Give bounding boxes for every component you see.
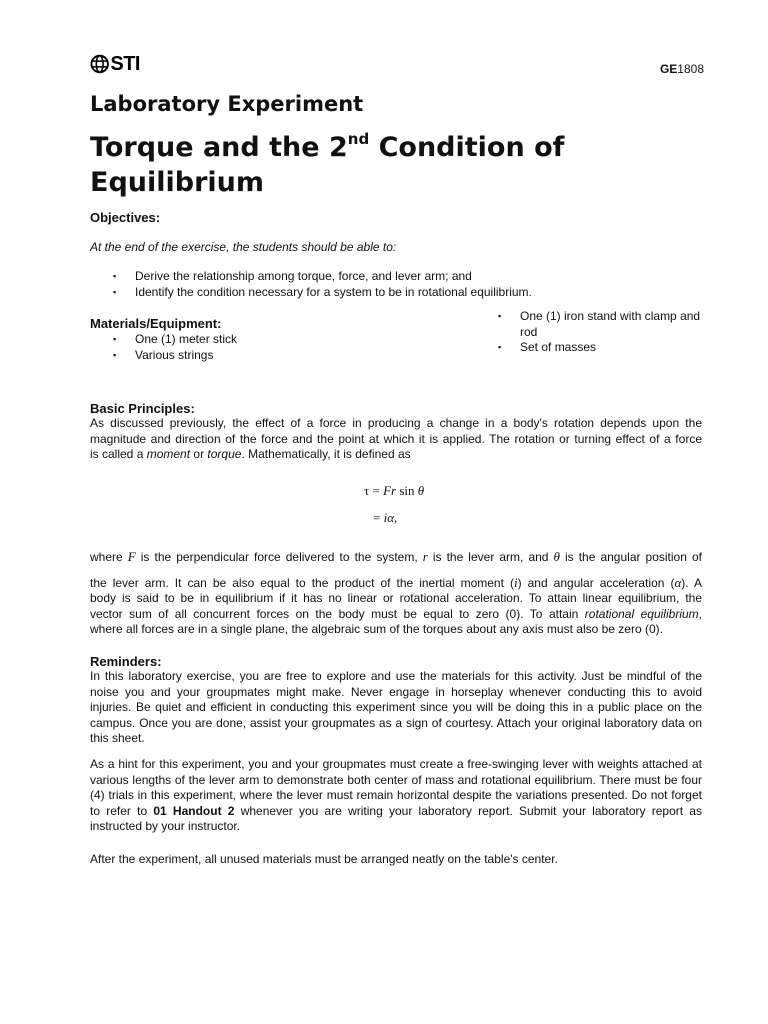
- logo-text: STI: [110, 52, 140, 75]
- reminders-paragraph: As a hint for this experiment, you and your groupmates must create a free-swinging lever with weights attached at various lengths of the lever arm to demonstrate both center of mass and rotational equilibrium. There must be four (4) trials in this experiment, where the lever must remain horizontal despite the variations presented. Do not forget to refer to 01 Handout 2 whenever you are writing your laboratory report. Submit your laboratory report as instructed by your instructor.: [90, 757, 702, 833]
- objective-item: ▪ Derive the relationship among torque, force, and lever arm; and: [113, 269, 713, 285]
- torque-equation: τ = Fr sin θ: [364, 483, 425, 498]
- material-item: ▪ One (1) iron stand with clamp and rod: [498, 309, 708, 340]
- torque-equation-alt: = iα,: [373, 510, 398, 525]
- material-item: ▪ Set of masses: [498, 340, 708, 356]
- reminders-paragraph: In this laboratory exercise, you are free to explore and use the materials for this activity. Just be mindful of the noise you and your groupmates might make. Never engage in horseplay whenever conducting this to avoid injuries. Be quiet and efficient in conducting this experiment since you will be doing this in a public place on the campus. Once you are done, assist your groupmates as a sign of courtesy. Attach your original laboratory data on this sheet.: [90, 669, 702, 745]
- basic-principles-line: body is said to be in equilibrium if it has no linear or rotational acceleration. To attain linear equilibrium, the: [90, 591, 702, 605]
- basic-principles-heading: Basic Principles:: [90, 401, 195, 416]
- materials-heading: Materials/Equipment:: [90, 316, 222, 331]
- objectives-heading: Objectives:: [90, 210, 161, 225]
- objectives-list: [113, 269, 713, 300]
- basic-principles-line: the lever arm. It can be also equal to the product of the inertial moment (i) and angular acceleration (α). A: [90, 575, 702, 590]
- materials-list-left: [113, 332, 373, 363]
- objective-item: ▪ Identify the condition necessary for a system to be in rotational equilibrium.: [113, 285, 713, 301]
- materials-list-right: [498, 309, 708, 356]
- objectives-intro: At the end of the exercise, the students should be able to:: [90, 240, 397, 254]
- sti-logo: [90, 52, 140, 76]
- reminders-heading: Reminders:: [90, 654, 162, 669]
- document-subtitle: Laboratory Experiment: [90, 92, 364, 116]
- document-code: GE1808: [659, 62, 704, 76]
- basic-principles-line: vector sum of all concurrent forces on the body must be equal to zero (0). To attain rotational equilibrium,: [90, 606, 702, 621]
- basic-principles-line: where all forces are in a single plane, the algebraic sum of the torques about any axis must also be zero (0).: [90, 622, 663, 636]
- basic-principles-line: where F is the perpendicular force delivered to the system, r is the lever arm, and θ is the angular position of: [90, 549, 702, 564]
- globe-icon: [90, 54, 109, 74]
- reminders-paragraph: After the experiment, all unused materials must be arranged neatly on the table's center.: [90, 852, 558, 866]
- material-item: ▪ One (1) meter stick: [113, 332, 373, 348]
- basic-principles-line: magnitude and direction of the force and the point at which it is applied. The rotation or turning effect of a force: [90, 431, 702, 446]
- document-title: Torque and the 2nd Condition of Equilibrium: [90, 130, 565, 198]
- basic-principles-line: As discussed previously, the effect of a force in producing a change in a body's rotation depends upon the: [90, 416, 702, 430]
- material-item: ▪ Various strings: [113, 348, 373, 364]
- basic-principles-line: is called a moment or torque. Mathematically, it is defined as: [90, 447, 411, 461]
